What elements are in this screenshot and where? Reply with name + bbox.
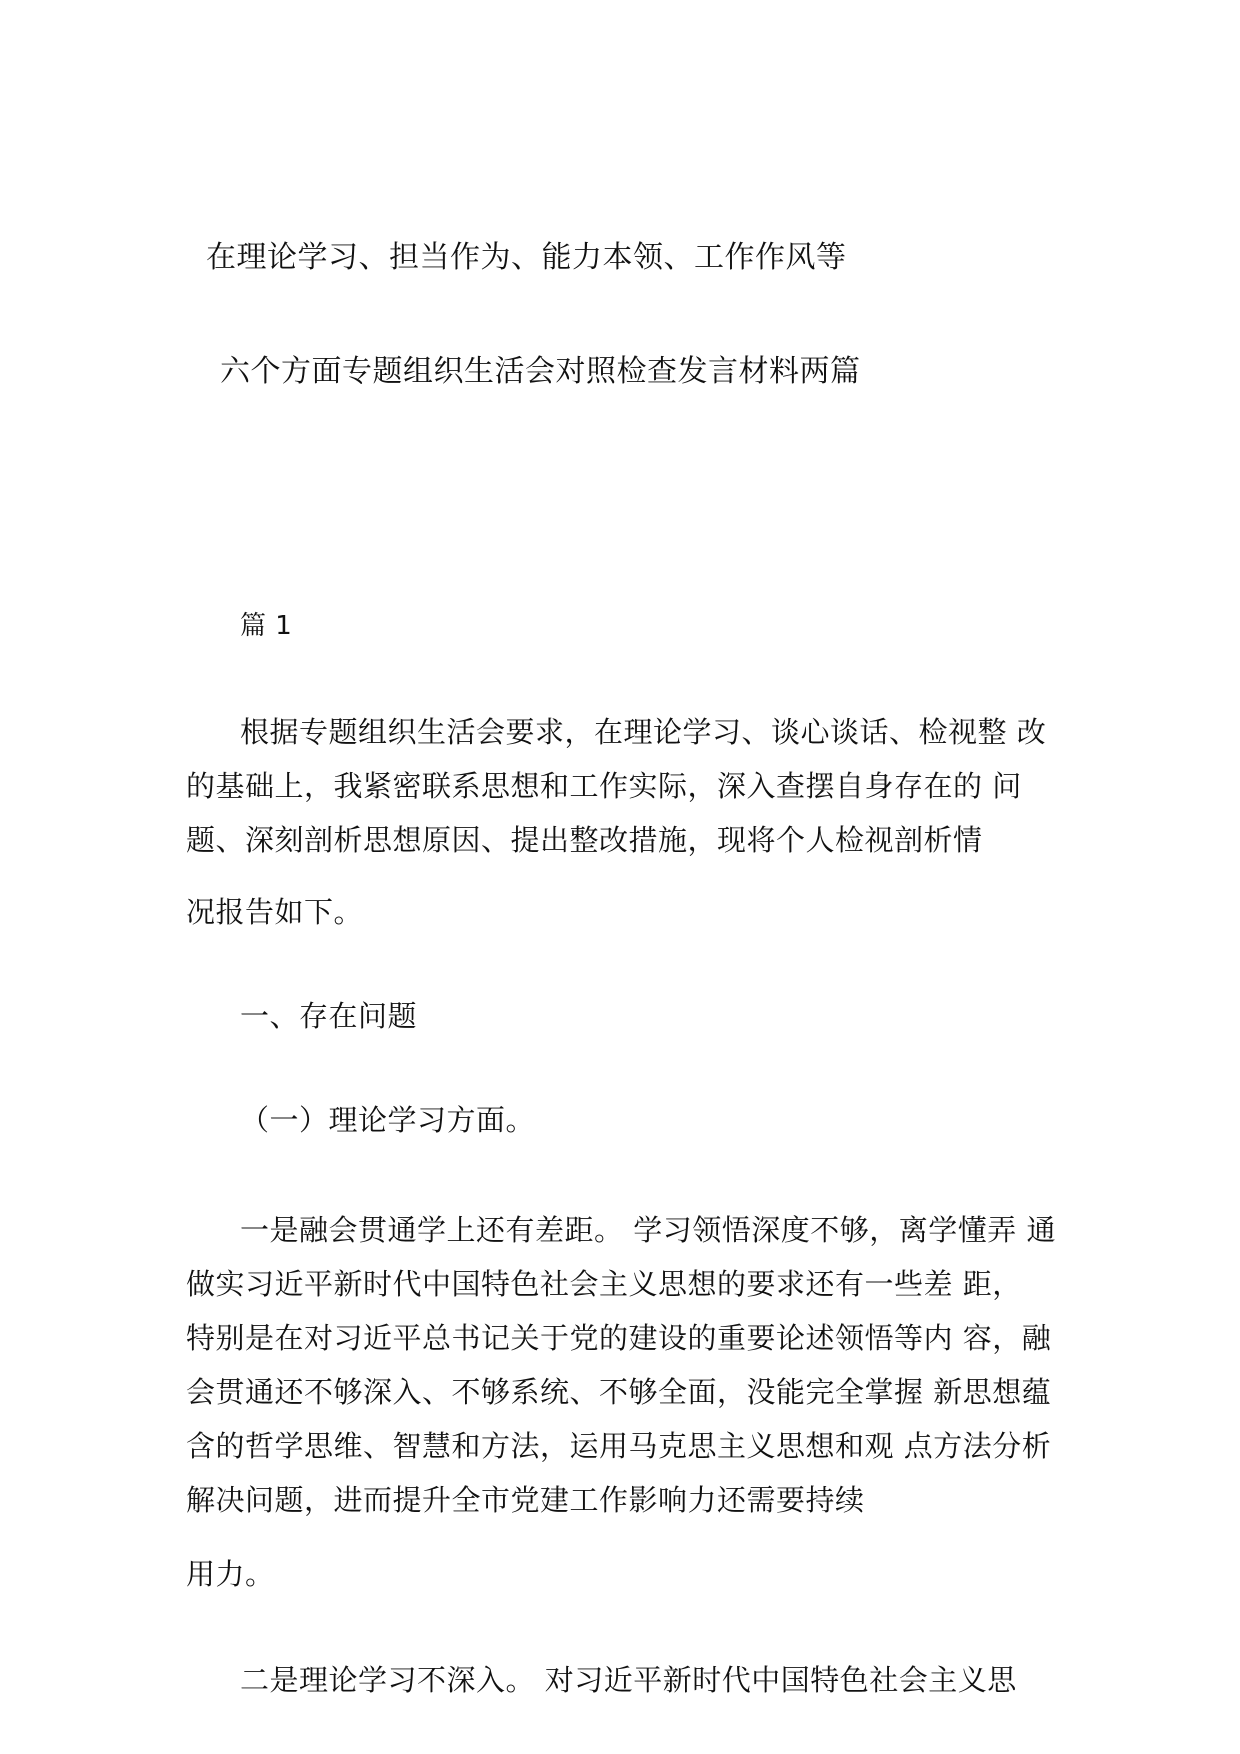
intro-line-4: 况报告如下。 bbox=[186, 895, 364, 929]
intro-line-1: 根据专题组织生活会要求，在理论学习、谈心谈话、检视整 改 bbox=[240, 715, 1047, 749]
point-1-line-7: 用力。 bbox=[186, 1557, 275, 1591]
point-1-line-6: 解决问题，进而提升全市党建工作影响力还需要持续 bbox=[186, 1483, 865, 1517]
section-label: 篇 1 bbox=[240, 611, 293, 641]
point-1-line-5: 含的哲学思维、智慧和方法，运用马克思主义思想和观 点方法分析 bbox=[186, 1429, 1052, 1463]
document-title-line-1: 在理论学习、担当作为、能力本领、工作作风等 bbox=[206, 240, 847, 275]
intro-line-2: 的基础上，我紧密联系思想和工作实际，深入查摆自身存在的 问 bbox=[186, 769, 1022, 803]
document-title-line-2: 六个方面专题组织生活会对照检查发言材料两篇 bbox=[220, 354, 861, 389]
subheading-theory-study: （一）理论学习方面。 bbox=[240, 1103, 536, 1137]
point-1-line-3: 特别是在对习近平总书记关于党的建设的重要论述领悟等内 容，融 bbox=[186, 1321, 1052, 1355]
point-1-line-4: 会贯通还不够深入、不够系统、不够全面，没能完全掌握 新思想蕴 bbox=[186, 1375, 1052, 1409]
point-1-line-1: 一是融会贯通学上还有差距。 学习领悟深度不够，离学懂弄 通 bbox=[240, 1213, 1056, 1247]
heading-problems: 一、存在问题 bbox=[240, 999, 418, 1033]
point-2-line-1: 二是理论学习不深入。 对习近平新时代中国特色社会主义思 bbox=[240, 1663, 1017, 1697]
point-1-line-2: 做实习近平新时代中国特色社会主义思想的要求还有一些差 距， bbox=[186, 1267, 1022, 1301]
intro-line-3: 题、深刻剖析思想原因、提出整改措施，现将个人检视剖析情 bbox=[186, 823, 983, 857]
